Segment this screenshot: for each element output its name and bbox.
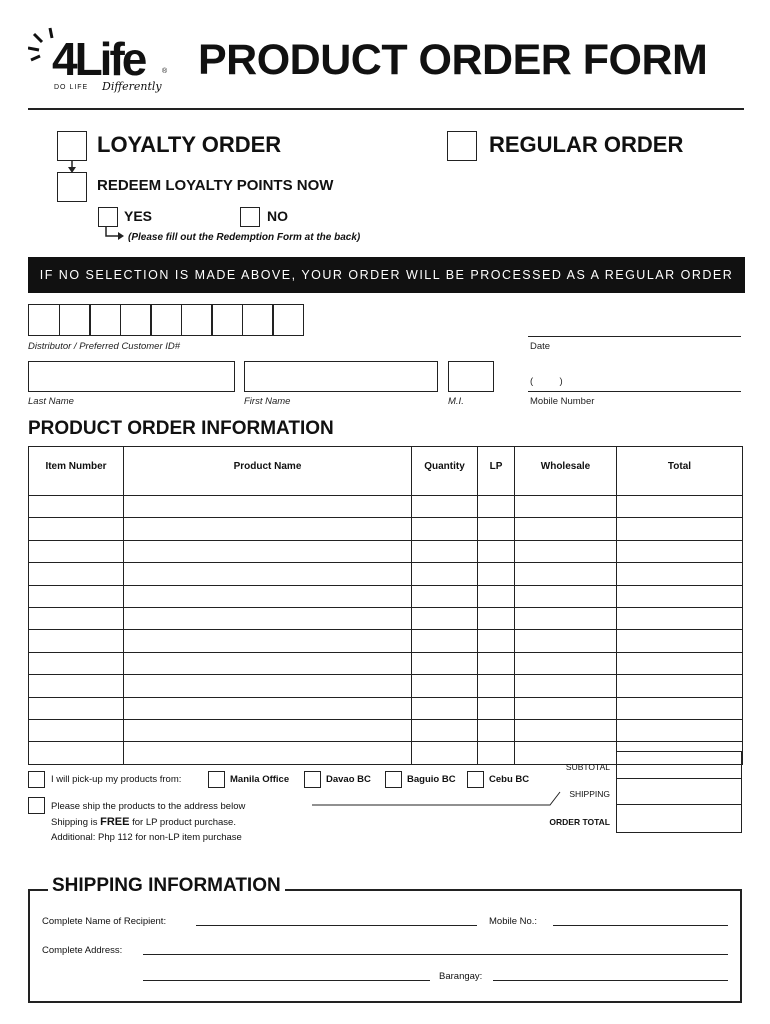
table-cell[interactable] xyxy=(478,540,515,562)
id-digit-box[interactable] xyxy=(89,304,121,336)
pickup-checkbox[interactable] xyxy=(28,771,45,788)
redeem-points-label: REDEEM LOYALTY POINTS NOW xyxy=(97,177,334,194)
id-digit-box[interactable] xyxy=(242,304,274,336)
table-cell[interactable] xyxy=(617,496,743,518)
table-cell[interactable] xyxy=(29,742,124,764)
table-cell[interactable] xyxy=(478,675,515,697)
table-cell[interactable] xyxy=(478,652,515,674)
table-cell[interactable] xyxy=(478,518,515,540)
ship-mobile-label: Mobile No.: xyxy=(489,916,538,927)
table-cell[interactable] xyxy=(29,719,124,741)
id-digit-box[interactable] xyxy=(120,304,152,336)
col-quantity: Quantity xyxy=(412,447,478,496)
free-word: FREE xyxy=(100,816,130,828)
logo-registered: ® xyxy=(162,68,168,75)
table-cell[interactable] xyxy=(515,540,617,562)
arrow-right-icon xyxy=(102,226,126,242)
order-total-field[interactable] xyxy=(617,805,741,832)
table-row xyxy=(29,697,743,719)
last-name-label: Last Name xyxy=(28,396,74,407)
table-cell[interactable] xyxy=(478,585,515,607)
free-shipping-pre: Shipping is xyxy=(51,817,101,828)
product-order-table xyxy=(28,446,743,765)
table-header-row xyxy=(29,447,743,496)
table-cell[interactable] xyxy=(124,675,412,697)
table-row xyxy=(29,675,743,697)
free-shipping-post: for LP product purchase. xyxy=(129,817,236,828)
table-cell[interactable] xyxy=(124,496,412,518)
davao-bc-label: Davao BC xyxy=(326,774,371,785)
table-cell[interactable] xyxy=(478,496,515,518)
first-name-field[interactable] xyxy=(244,361,438,392)
id-digit-box[interactable] xyxy=(211,304,243,336)
notice-text: IF NO SELECTION IS MADE ABOVE, YOUR ORDER WILL BE PROCESSED AS A REGULAR ORDER xyxy=(39,268,734,282)
table-cell[interactable] xyxy=(617,540,743,562)
loyalty-order-checkbox[interactable] xyxy=(57,131,87,161)
recipient-label: Complete Name of Recipient: xyxy=(42,916,167,927)
manila-office-checkbox[interactable] xyxy=(208,771,225,788)
table-cell[interactable] xyxy=(29,652,124,674)
col-total: Total xyxy=(617,447,743,496)
cebu-bc-label: Cebu BC xyxy=(489,774,530,785)
address-label: Complete Address: xyxy=(42,945,123,956)
regular-order-label: REGULAR ORDER xyxy=(489,132,684,157)
table-cell[interactable] xyxy=(124,585,412,607)
order-total-label: ORDER TOTAL xyxy=(549,817,610,827)
table-cell[interactable] xyxy=(515,652,617,674)
free-shipping-note xyxy=(51,816,236,828)
date-label: Date xyxy=(530,341,551,352)
table-cell[interactable] xyxy=(412,742,478,764)
table-row xyxy=(29,540,743,562)
last-name-field[interactable] xyxy=(28,361,235,392)
barangay-label: Barangay: xyxy=(439,971,483,982)
table-cell[interactable] xyxy=(124,742,412,764)
table-cell[interactable] xyxy=(29,697,124,719)
table-cell[interactable] xyxy=(617,675,743,697)
address-field-line1[interactable] xyxy=(143,954,728,955)
table-row xyxy=(29,607,743,629)
barangay-field[interactable] xyxy=(493,980,728,981)
table-cell[interactable] xyxy=(515,675,617,697)
company-logo xyxy=(28,26,178,96)
id-digit-box[interactable] xyxy=(150,304,182,336)
redeem-no-label: NO xyxy=(267,208,288,224)
shipping-info-heading: SHIPPING INFORMATION xyxy=(48,875,285,897)
table-cell[interactable] xyxy=(124,563,412,585)
title-divider xyxy=(28,108,744,110)
table-cell[interactable] xyxy=(478,563,515,585)
table-cell[interactable] xyxy=(412,719,478,741)
col-wholesale: Wholesale xyxy=(515,447,617,496)
table-cell[interactable] xyxy=(124,518,412,540)
table-cell[interactable] xyxy=(617,563,743,585)
table-row xyxy=(29,719,743,741)
table-cell[interactable] xyxy=(29,518,124,540)
col-product-name: Product Name xyxy=(124,447,412,496)
table-cell[interactable] xyxy=(478,607,515,629)
table-cell[interactable] xyxy=(412,518,478,540)
table-cell[interactable] xyxy=(515,496,617,518)
table-row xyxy=(29,496,743,518)
table-row xyxy=(29,630,743,652)
table-row xyxy=(29,585,743,607)
mobile-number-field[interactable] xyxy=(528,391,741,392)
table-cell[interactable] xyxy=(29,675,124,697)
redeem-no-checkbox[interactable] xyxy=(240,207,260,227)
table-cell[interactable] xyxy=(412,675,478,697)
baguio-bc-label: Baguio BC xyxy=(407,774,456,785)
table-cell[interactable] xyxy=(29,496,124,518)
redeem-note: (Please fill out the Redemption Form at the back) xyxy=(128,232,361,243)
table-cell[interactable] xyxy=(478,719,515,741)
col-item-number: Item Number xyxy=(29,447,124,496)
table-cell[interactable] xyxy=(617,630,743,652)
baguio-bc-checkbox[interactable] xyxy=(385,771,402,788)
table-cell[interactable] xyxy=(515,719,617,741)
logo-tagline-script: Differently xyxy=(102,80,162,93)
table-cell[interactable] xyxy=(29,540,124,562)
ship-label: Please ship the products to the address below xyxy=(51,801,246,812)
table-cell[interactable] xyxy=(124,607,412,629)
table-cell[interactable] xyxy=(412,563,478,585)
col-lp: LP xyxy=(478,447,515,496)
table-cell[interactable] xyxy=(29,563,124,585)
first-name-label: First Name xyxy=(244,396,291,407)
distributor-id-grid[interactable] xyxy=(28,304,303,336)
table-row xyxy=(29,652,743,674)
date-field[interactable] xyxy=(528,336,741,337)
redeem-points-checkbox[interactable] xyxy=(57,172,87,202)
table-cell[interactable] xyxy=(412,630,478,652)
table-cell[interactable] xyxy=(412,697,478,719)
id-digit-box[interactable] xyxy=(181,304,213,336)
mobile-area-code: ( ) xyxy=(530,376,563,387)
table-cell[interactable] xyxy=(124,697,412,719)
table-cell[interactable] xyxy=(617,652,743,674)
table-cell[interactable] xyxy=(412,652,478,674)
shipping-info-frame xyxy=(28,889,742,1003)
middle-initial-label: M.I. xyxy=(448,396,464,407)
table-cell[interactable] xyxy=(29,585,124,607)
table-cell[interactable] xyxy=(124,652,412,674)
additional-fee-note: Additional: Php 112 for non-LP item purchase xyxy=(51,832,242,843)
table-cell[interactable] xyxy=(412,540,478,562)
logo-tagline: DO LIFE xyxy=(54,84,89,91)
table-cell[interactable] xyxy=(124,719,412,741)
table-cell[interactable] xyxy=(515,607,617,629)
recipient-field[interactable] xyxy=(196,925,477,926)
table-cell[interactable] xyxy=(478,697,515,719)
table-cell[interactable] xyxy=(617,719,743,741)
totals-box xyxy=(616,751,742,833)
table-cell[interactable] xyxy=(515,518,617,540)
page-title: PRODUCT ORDER FORM xyxy=(198,36,708,84)
table-cell[interactable] xyxy=(124,540,412,562)
ship-checkbox[interactable] xyxy=(28,797,45,814)
table-cell[interactable] xyxy=(478,742,515,764)
regular-order-notice xyxy=(28,257,745,293)
product-order-heading: PRODUCT ORDER INFORMATION xyxy=(28,418,334,439)
id-digit-box[interactable] xyxy=(59,304,91,336)
pickup-label: I will pick-up my products from: xyxy=(51,774,182,785)
manila-office-label: Manila Office xyxy=(230,774,290,785)
ship-mobile-field[interactable] xyxy=(553,925,728,926)
subtotal-field[interactable] xyxy=(617,752,741,779)
table-cell[interactable] xyxy=(617,518,743,540)
table-cell[interactable] xyxy=(412,496,478,518)
table-cell[interactable] xyxy=(478,630,515,652)
id-digit-box[interactable] xyxy=(28,304,60,336)
table-cell[interactable] xyxy=(412,607,478,629)
shipping-field[interactable] xyxy=(617,779,741,806)
table-cell[interactable] xyxy=(29,630,124,652)
table-cell[interactable] xyxy=(515,585,617,607)
subtotal-label: SUBTOTAL xyxy=(565,762,610,772)
table-cell[interactable] xyxy=(124,630,412,652)
table-cell[interactable] xyxy=(515,742,617,764)
table-row xyxy=(29,563,743,585)
address-field-line2[interactable] xyxy=(143,980,430,981)
table-cell[interactable] xyxy=(515,630,617,652)
table-cell[interactable] xyxy=(412,585,478,607)
distributor-id-label: Distributor / Preferred Customer ID# xyxy=(28,341,181,352)
table-cell[interactable] xyxy=(617,585,743,607)
shipping-leader-line xyxy=(312,790,562,810)
table-cell[interactable] xyxy=(617,607,743,629)
id-digit-box[interactable] xyxy=(272,304,304,336)
redeem-yes-label: YES xyxy=(124,208,153,224)
table-cell[interactable] xyxy=(29,607,124,629)
table-row xyxy=(29,518,743,540)
table-cell[interactable] xyxy=(515,563,617,585)
logo-mark: 4Life xyxy=(52,33,145,85)
table-cell[interactable] xyxy=(515,697,617,719)
middle-initial-field[interactable] xyxy=(448,361,494,392)
table-cell[interactable] xyxy=(617,697,743,719)
davao-bc-checkbox[interactable] xyxy=(304,771,321,788)
shipping-label: SHIPPING xyxy=(569,789,610,799)
redeem-yes-checkbox[interactable] xyxy=(98,207,118,227)
regular-order-checkbox[interactable] xyxy=(447,131,477,161)
cebu-bc-checkbox[interactable] xyxy=(467,771,484,788)
loyalty-order-label: LOYALTY ORDER xyxy=(97,132,282,157)
mobile-number-label: Mobile Number xyxy=(530,396,595,407)
